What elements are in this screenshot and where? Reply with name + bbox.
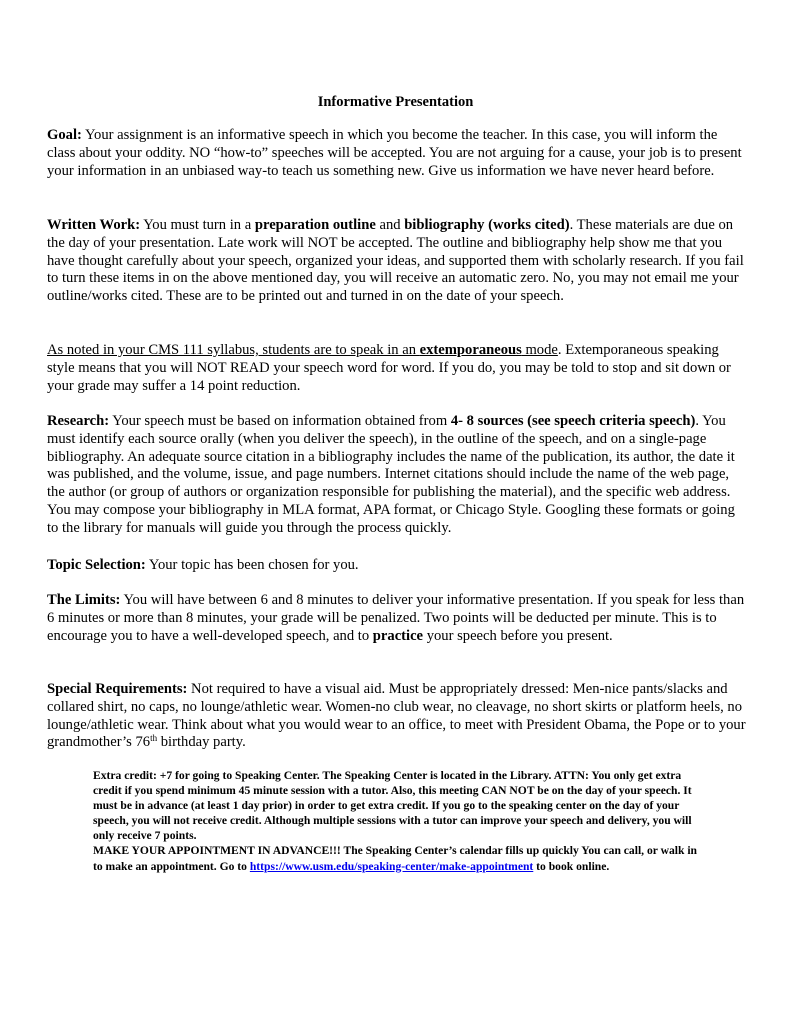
research-heading: Research: bbox=[47, 413, 110, 429]
appointment-link[interactable]: https://www.usm.edu/speaking-center/make-appointment bbox=[249, 859, 534, 873]
topic-heading: Topic Selection: bbox=[47, 557, 146, 573]
special-requirements-text: Not required to have a visual aid. Must be appropriately dressed: Men-nice pants/slacks and collared shirt, no caps, no lounge/athletic wear. Women-no club wear, no cleavage, no short skirts or platform heels, no lounge/athletic wear. Think about what you would wear to an office, to meet with President Obama, the Pope or to your grandmother’s 76 bbox=[47, 681, 746, 751]
goal-heading: Goal: bbox=[47, 127, 82, 143]
written-work-text: and bbox=[375, 217, 405, 233]
written-work-paragraph bbox=[47, 217, 747, 306]
appointment-suffix: to book online. bbox=[533, 859, 610, 873]
ordinal-suffix: th bbox=[150, 733, 158, 744]
bibliography-label: bibliography (works cited) bbox=[404, 217, 570, 233]
limits-paragraph bbox=[47, 592, 747, 645]
written-work-heading: Written Work: bbox=[47, 217, 141, 233]
goal-paragraph bbox=[47, 127, 747, 180]
special-requirements-heading: Special Requirements: bbox=[47, 681, 188, 697]
page-title: Informative Presentation bbox=[317, 94, 474, 110]
topic-text: Your topic has been chosen for you. bbox=[145, 557, 359, 573]
practice-label: practice bbox=[372, 627, 424, 644]
limits-heading: The Limits: bbox=[47, 592, 121, 608]
extra-credit-block bbox=[93, 768, 707, 874]
extemporaneous-label: extemporaneous bbox=[419, 342, 522, 358]
limits-text: your speech before you present. bbox=[423, 627, 613, 644]
research-text: . You must identify each source orally (when you deliver the speech), in the outline of the speech, and on a single-page bibliography. An adequate source citation in a bibliography includes the name of the publication, its author, the date it was published, and the volume, issue, and page numbers. Internet citations should include the name of the web page, the author (or group of authors or organization responsible for publishing the material), and the specific web address. You may compose your bibliography in MLA format, APA format, or Chicago Style. Googling these formats or going to the library for manuals will guide you through the process quickly. bbox=[47, 413, 735, 536]
special-requirements-text: birthday party. bbox=[157, 734, 246, 751]
preparation-outline-label: preparation outline bbox=[254, 217, 376, 233]
extra-credit-text: Extra credit: +7 for going to Speaking Center. The Speaking Center is located in the Library. ATTN: You only get extra credit if you spend minimum 45 minute session with a tutor. Also, this meeting CAN NOT be on the day of your speech. It must be in advance (at least 1 day prior) in order to get extra credit. If you go to the speaking center on the day of your speech, you will not receive credit. Although multiple sessions with a tutor can improve your speech and delivery, you will only receive 7 points. bbox=[93, 769, 692, 843]
sources-requirement: 4- 8 sources (see speech criteria speech) bbox=[450, 413, 696, 429]
appointment-instructions: MAKE YOUR APPOINTMENT IN ADVANCE!!! The Speaking Center’s calendar fills up quickly You can call, or walk in to make an appointment. Go to bbox=[93, 844, 698, 873]
mode-paragraph bbox=[47, 342, 747, 395]
mode-underlined-text: As noted in your CMS 111 syllabus, students are to speak in an bbox=[47, 342, 420, 358]
appointment-text bbox=[93, 843, 707, 873]
written-work-text: . These materials are due on the day of your presentation. Late work will NOT be accepted. The outline and bibliography help show me that you have thought carefully about your speech, organized your ideas, and supported them with scholarly research. If you fail to turn these items in on the above mentioned day, you will receive an automatic zero. No, you may not email me your outline/works cited. These are to be printed out and turned in on the date of your speech. bbox=[47, 217, 744, 305]
mode-text: . Extemporaneous speaking style means that you will NOT READ your speech word for word. If you do, you may be told to stop and sit down or your grade may suffer a 14 point reduction. bbox=[47, 342, 731, 394]
research-paragraph bbox=[47, 413, 747, 538]
topic-paragraph bbox=[47, 557, 747, 575]
mode-underlined-text: mode bbox=[521, 342, 558, 358]
written-work-text: You must turn in a bbox=[140, 217, 255, 233]
research-text: Your speech must be based on information obtained from bbox=[109, 413, 451, 429]
special-requirements-paragraph bbox=[47, 681, 747, 752]
limits-text: You will have between 6 and 8 minutes to deliver your informative presentation. If you speak for less than 6 minutes or more than 8 minutes, your grade will be penalized. Two points will be deducted per minute. This is to encourage you to have a well-developed speech, and to bbox=[47, 592, 745, 644]
goal-text: Your assignment is an informative speech in which you become the teacher. In this case, you will inform the class about your oddity. NO “how-to” speeches will be accepted. You are not arguing for a cause, your job is to present your information in an unbiased way-to teach us something new. Give us information we have never heard before. bbox=[47, 127, 742, 179]
